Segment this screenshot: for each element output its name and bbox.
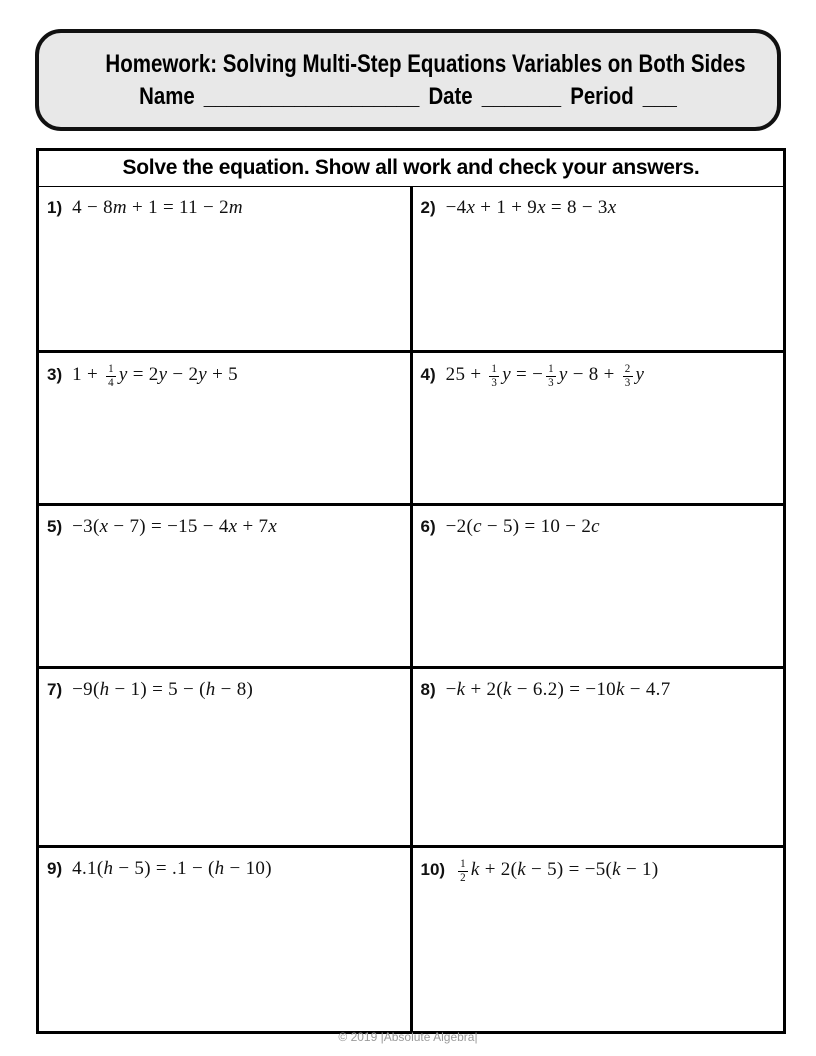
problem-number: 10) [420,859,446,879]
problem-number: 2) [420,198,436,217]
header-box [35,29,781,131]
fraction: $\frac{1}{3}$ [491,363,498,389]
problem-number: 9) [47,859,63,878]
name-blank: ___________________ [203,82,420,110]
problem-line [421,858,776,884]
problem-cell [413,506,784,666]
fraction: $\frac{1}{2}$ [460,858,466,884]
period-label: Period [570,82,634,110]
problem-number: 3) [47,364,63,384]
problem-number: 5) [47,517,63,536]
problem-line [47,679,402,701]
date-blank: _______ [481,82,562,110]
problem-line [47,363,402,389]
fraction: $\frac{2}{3}$ [624,363,631,389]
problems-grid [39,187,783,1031]
problem-cell [39,848,410,1031]
problem-line [421,516,776,538]
problem-equation: −k + 2(k − 6.2) = −10k − 4.7 [445,679,671,700]
footer-copyright: © 2019 |Absolute Algebra| [338,1030,478,1044]
problem-line [421,363,776,389]
problem-number: 8) [420,680,436,699]
problem-cell [39,506,410,666]
problem-cell [413,848,784,1031]
problem-line [47,197,402,219]
problem-number: 1) [47,198,63,217]
date-label: Date [428,82,473,110]
problem-cell [413,353,784,503]
problem-cell [413,187,784,350]
problem-cell [39,669,410,845]
problem-number: 6) [420,517,436,536]
name-label: Name [139,82,195,110]
problem-cell [39,187,410,350]
problem-equation: 1 + $\frac{1}{4}$ y = 2y − 2y + 5 [72,363,238,389]
period-blank: ___ [642,82,677,110]
name-date-period-line [94,81,721,112]
problem-equation: $\frac{1}{2}$ k + 2(k − 5) = −5(k − 1) [460,858,659,884]
problem-equation: 4.1(h − 5) = .1 − (h − 10) [72,858,272,879]
problem-equation: −9(h − 1) = 5 − (h − 8) [72,679,254,700]
fraction: $\frac{1}{3}$ [548,363,554,389]
problem-equation: −2(c − 5) = 10 − 2c [445,516,600,537]
worksheet-table [36,148,786,1034]
problem-cell [39,353,410,503]
problem-equation: −4x + 1 + 9x = 8 − 3x [445,197,617,218]
problem-equation: 4 − 8m + 1 = 11 − 2m [72,197,243,218]
problem-line [421,197,776,219]
problem-equation: −3(x − 7) = −15 − 4x + 7x [72,516,278,537]
problem-number: 4) [420,364,436,384]
instructions-bar: Solve the equation. Show all work and check your answers. [39,151,783,187]
problem-number: 7) [47,680,63,699]
problem-equation: 25 + $\frac{1}{3}$ y = − $\frac{1}{3}$ y − 8 + $\frac{2}{3}$ y [445,363,645,389]
worksheet-title: Homework: Solving Multi-Step Equations Variables on Both Sides [105,50,746,79]
fraction: $\frac{1}{4}$ [108,363,114,389]
problem-cell [413,669,784,845]
problem-line [421,679,776,701]
problem-line [47,858,402,880]
problem-line [47,516,402,538]
